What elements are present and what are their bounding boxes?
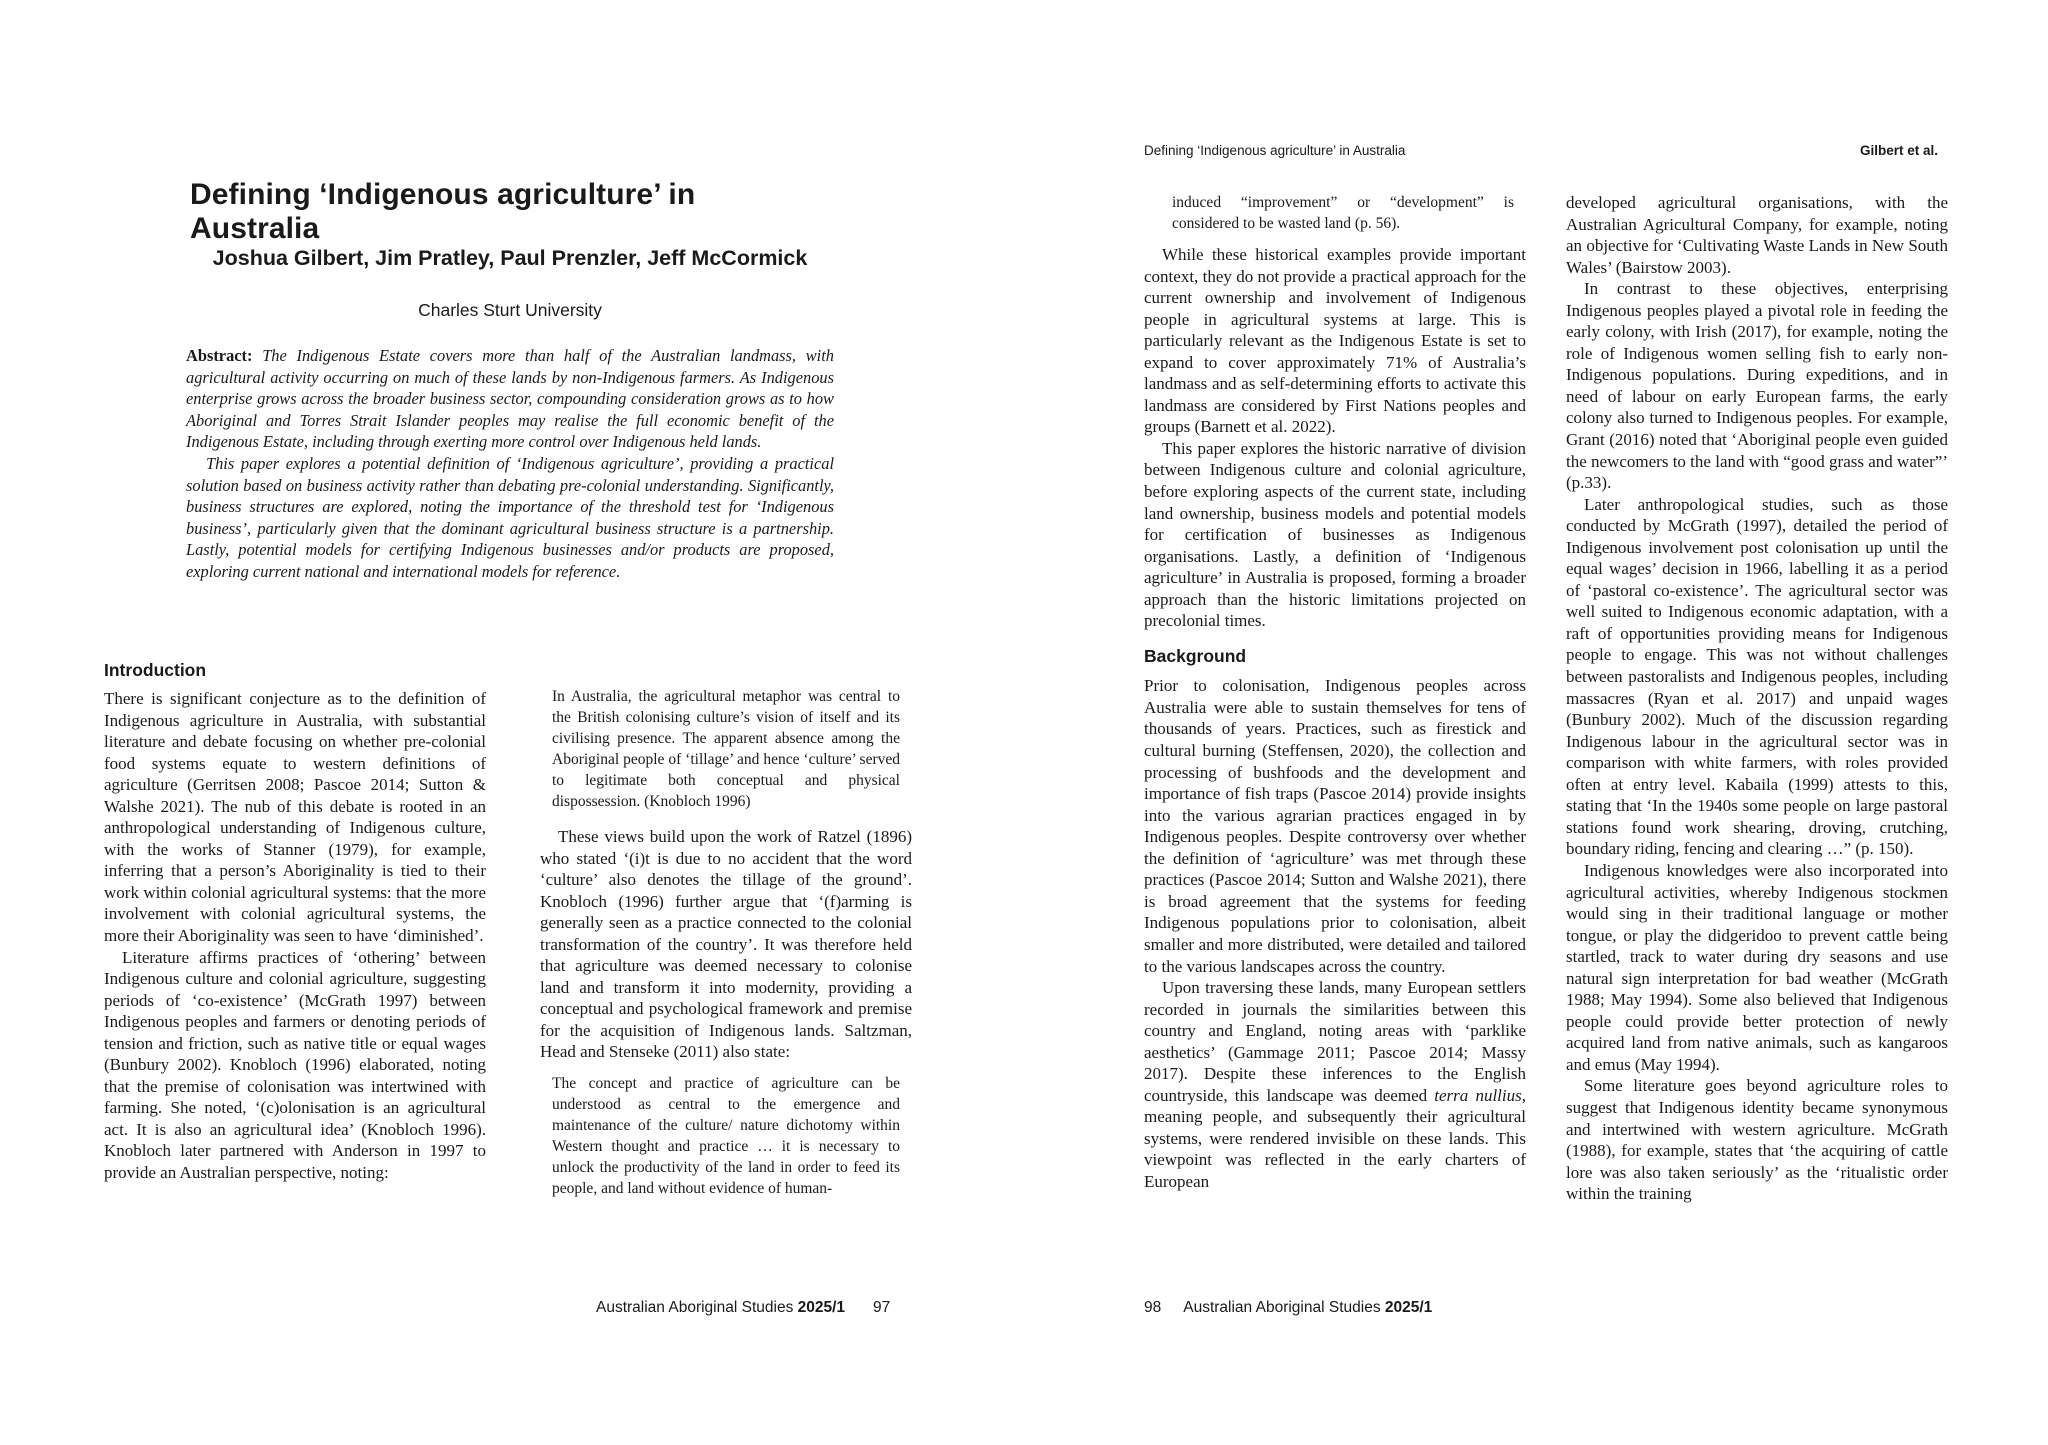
- body-paragraph: Some literature goes beyond agriculture roles to suggest that Indigenous identity became synonymous and intertwined with western agriculture. McGrath (1988), for example, states that ‘the acquiring of cattle lore was also taken seriously’ as the ‘ritualistic order within the training: [1566, 1076, 1948, 1204]
- block-quote: In Australia, the agricultural metaphor was central to the British colonising culture’s vision of itself and its civilising presence. The apparent absence among the Aboriginal people of ‘tillage’ and hence ‘culture’ served to legitimate both conceptual and physical dispossession. (Knobloch 1996): [552, 688, 900, 810]
- abstract-text: The Indigenous Estate covers more than half of the Australian landmass, with agricultural activity occurring on much of these lands by non-Indigenous farmers. As Indigenous enterprise grows across the broader business sector, compounding consideration grows as to how Aboriginal and Torres Strait Islander peoples may realise the full economic benefit of the Indigenous Estate, including through exerting more control over Indigenous held lands.: [186, 346, 834, 452]
- body-paragraph: While these historical examples provide important context, they do not provide a practical approach for the current ownership and involvement of Indigenous people in agricultural systems at large. This is particularly relevant as the Indigenous Estate is set to expand to cover approximately 71% of Australia’s landmass and as self-determining efforts to activate this landmass are considered by First Nations peoples and groups (Barnett et al. 2022).: [1144, 245, 1526, 437]
- body-paragraph: Prior to colonisation, Indigenous peoples across Australia were able to sustain themselves for tens of thousands of years. Practices, such as firestick and cultural burning (Steffensen, 2020), the collection and processing of bushfoods and the development and importance of fish traps (Pascoe 2014) provide insights into the various agrarian practices engaged in by Indigenous peoples. Despite controversy over whether the definition of ‘agriculture’ was met through these practices (Pascoe 2014; Sutton and Walshe 2021), there is broad agreement that the systems for feeding Indigenous populations prior to colonisation, albeit smaller and more distributed, were detailed and tailored to the various landscapes across the country.: [1144, 676, 1526, 976]
- running-head-author: Gilbert et al.: [1860, 143, 1939, 158]
- body-paragraph: Literature affirms practices of ‘othering’ between Indigenous culture and colonial agriculture, suggesting periods of ‘co-existence’ (McGrath 1997) between Indigenous peoples and farmers or denoting periods of tension and friction, such as native title or equal wages (Bunbury 2002). Knobloch (1996) elaborated, noting that the premise of colonisation was intertwined with farming. She noted, ‘(c)olonisation is an agricultural act. It is also an agricultural idea’ (Knobloch 1996). Knobloch later partnered with Anderson in 1997 to provide an Australian perspective, noting:: [104, 947, 486, 1183]
- footer-issue: 2025/1: [797, 1299, 846, 1316]
- page-footer-left: [596, 1299, 890, 1317]
- footer-issue: 2025/1: [1384, 1299, 1433, 1316]
- article-title: Defining ‘Indigenous agriculture’ in Australia: [190, 178, 696, 245]
- block-quote: The concept and practice of agriculture can be understood as central to the emergence and maintenance of the culture/ nature dichotomy within Western thought and practice … it is necessary to unlock the productivity of the land in order to feed its people, and land without evidence of human-: [552, 1075, 900, 1198]
- page-number: 98: [1144, 1299, 1162, 1316]
- body-paragraph: Indigenous knowledges were also incorporated into agricultural activities, whereby Indigenous stockmen would sing in their traditional language or mother tongue, or play the didgeridoo to prevent cattle being startled, track to water during dry seasons and use natural sign interpretation for bad weather (McGrath 1988; May 1994). Some also believed that Indigenous people could provide better protection of newly acquired land from native animals, such as kangaroos and emus (May 1994).: [1566, 860, 1948, 1074]
- section-heading-background: Background: [1144, 645, 1247, 666]
- body-paragraph: These views build upon the work of Ratzel (1896) who stated ‘(i)t is due to no accident that the word ‘culture’ also denotes the tillage of the ground’. Knobloch (1996) further argue that ‘(f)arming is generally seen as a practice connected to the colonial transformation of the country’. It was therefore held that agriculture was deemed necessary to colonise land and transform it into modernity, providing a conceptual and psychological framework and premise for the acquisition of Indigenous lands. Saltzman, Head and Stenseke (2011) also state:: [540, 827, 912, 1062]
- text-column-3: [1144, 192, 1526, 1193]
- abstract-text: This paper explores a potential definition of ‘Indigenous agriculture’, providing a practical solution based on business activity rather than debating pre-colonial understanding. Significantly, business structures are explored, noting the importance of the threshold test for ‘Indigenous business’, particularly given that the dominant agricultural business structure is a partnership. Lastly, potential models for certifying Indigenous businesses and/or products are proposed, exploring current national and international models for reference.: [186, 453, 834, 581]
- body-paragraph: Later anthropological studies, such as those conducted by McGrath (1997), detailed the period of Indigenous involvement post colonisation up until the equal wages’ decision in 1966, labelling it as a period of ‘pastoral co-existence’. The agricultural sector was well suited to Indigenous economic adaptation, with a raft of opportunities providing means for Indigenous people to engage. This was not without challenges between pastoralists and Indigenous peoples, including massacres (Ryan et al. 2017) and unpaid wages (Bunbury 2002). Much of the discussion regarding Indigenous labour in the agricultural sector was in comparison with white farmers, with roles provided often at entry level. Kabaila (1999) attests to this, stating that ‘In the 1940s some people on large pastoral stations found work shearing, droving, crutching, boundary riding, fencing and clearing …” (p. 150).: [1566, 494, 1948, 859]
- footer-journal: Australian Aboriginal Studies: [1183, 1299, 1385, 1316]
- abstract-paragraph: [186, 453, 834, 583]
- body-text-emphasis: terra nullius: [1434, 1085, 1522, 1105]
- text-column-4: [1566, 192, 1948, 1205]
- author-list: Joshua Gilbert, Jim Pratley, Paul Prenzler, Jeff McCormick: [212, 246, 808, 270]
- body-paragraph: In contrast to these objectives, enterprising Indigenous peoples played a pivotal role in feeding the early colony, with Irish (2017), for example, noting the role of Indigenous women selling fish to early non-Indigenous populations. During expeditions, and in need of labour on early European farms, the early colony also turned to Indigenous peoples. For example, Grant (2016) noted that ‘Aboriginal people even guided the newcomers to the land with “good grass and water”’ (p.33).: [1566, 279, 1948, 493]
- body-paragraph: There is significant conjecture as to the definition of Indigenous agriculture in Australia, with substantial literature and debate focusing on whether pre-colonial food systems equate to western definitions of agriculture (Gerritsen 2008; Pascoe 2014; Sutton & Walshe 2021). The nub of this debate is rooted in an anthropological understanding of Indigenous culture, with the works of Stanner (1979), for example, inferring that a person’s Aboriginality is tied to their work within colonial agricultural systems: that the more involvement with colonial agricultural systems, the more their Aboriginality was seen to have ‘diminished’.: [104, 689, 486, 946]
- body-paragraph: [1144, 977, 1526, 1192]
- page-footer-right: [1144, 1299, 1432, 1317]
- body-text: , meaning people, and subsequently their agricultural systems, were rendered invisible on these lands. This viewpoint was reflected in the early charters of European: [1144, 1085, 1526, 1191]
- footer-journal: Australian Aboriginal Studies: [596, 1299, 798, 1316]
- abstract-paragraph: [186, 345, 834, 453]
- text-column-1: [104, 688, 486, 1184]
- abstract: [186, 345, 834, 583]
- section-heading-introduction: Introduction: [104, 660, 207, 680]
- body-paragraph: This paper explores the historic narrative of division between Indigenous culture and colonial agriculture, before exploring aspects of the current state, including land ownership, business models and potential models for certification of businesses as Indigenous organisations. Lastly, a definition of ‘Indigenous agriculture’ in Australia is proposed, forming a broader approach than the historic limitations projected on precolonial times.: [1144, 438, 1526, 631]
- running-head-title: Defining ‘Indigenous agriculture’ in Australia: [1144, 143, 1406, 158]
- affiliation: Charles Sturt University: [418, 300, 602, 320]
- body-text: Upon traversing these lands, many European settlers recorded in journals the similarities between this country and England, noting areas with ‘parklike aesthetics’ (Gammage 2011; Pascoe 2014; Massy 2017). Despite these inferences to the English countryside, this landscape was deemed: [1144, 978, 1526, 1105]
- body-paragraph: developed agricultural organisations, with the Australian Agricultural Company, for example, noting an objective for ‘Cultivating Waste Lands in New South Wales’ (Bairstow 2003).: [1566, 193, 1948, 277]
- text-column-2: [540, 686, 912, 1209]
- abstract-label: Abstract:: [186, 346, 263, 365]
- block-quote-continued: induced “improvement” or “development” is considered to be wasted land (p. 56).: [1172, 194, 1514, 232]
- page-number: 97: [873, 1299, 891, 1316]
